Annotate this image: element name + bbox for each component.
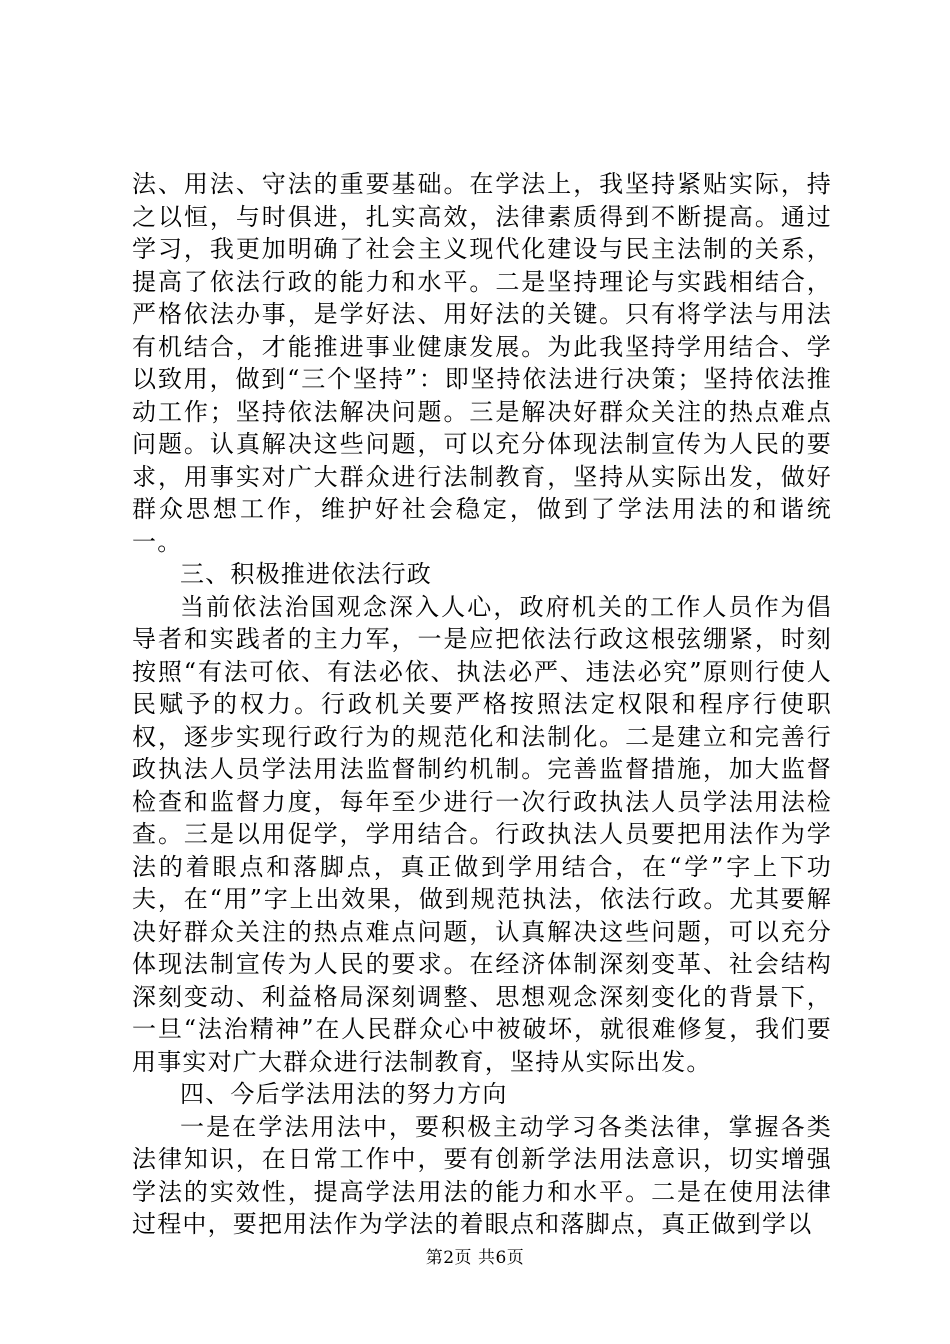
section-heading-4: 四、今后学法用法的努力方向: [180, 1080, 508, 1108]
section-heading-3: 三、积极推进依法行政: [180, 560, 432, 588]
paragraph-administration: 当前依法治国观念深入人心，政府机关的工作人员作为倡导者和实践者的主力军，一是应把依法行政这根弦绷紧，时刻按照“有法可依、有法必依、执法必严、违法必究”原则行使人民赋予的权力。行政机关要严格按照法定权限和程序行使职权，逐步实现行政行为的规范化和法制化。二是建立和完善行政执法人员学法用法监督制约机制。完善监督措施，加大监督检查和监督力度，每年至少进行一次行政执法人员学法用法检查。三是以用促学，学用结合。行政执法人员要把用法作为学法的着眼点和落脚点，真正做到学用结合，在“学”字上下功夫，在“用”字上出效果，做到规范执法，依法行政。尤其要解决好群众关注的热点难点问题，认真解决这些问题，可以充分体现法制宣传为人民的要求。在经济体制深刻变革、社会结构深刻变动、利益格局深刻调整、思想观念深刻变化的背景下，一旦“法治精神”在人民群众心中被破坏，就很难修复，我们要用事实对广大群众进行法制教育，坚持从实际出发。: [132, 592, 832, 1076]
page-number-footer: 第2页 共6页: [425, 1248, 525, 1268]
paragraph-future-direction: 一是在学法用法中，要积极主动学习各类法律，掌握各类法律知识，在日常工作中，要有创新学法用法意识，切实增强学法的实效性，提高学法用法的能力和水平。二是在使用法律过程中，要把用法作为学法的着眼点和落脚点，真正做到学以: [132, 1112, 832, 1238]
paragraph-continued: 法、用法、守法的重要基础。在学法上，我坚持紧贴实际，持之以恒，与时俱进，扎实高效，法律素质得到不断提高。通过学习，我更加明确了社会主义现代化建设与民主法制的关系，提高了依法行政的能力和水平。二是坚持理论与实践相结合，严格依法办事，是学好法、用好法的关键。只有将学法与用法有机结合，才能推进事业健康发展。为此我坚持学用结合、学以致用，做到“三个坚持”：即坚持依法进行决策；坚持依法推动工作；坚持依法解决问题。三是解决好群众关注的热点难点问题。认真解决这些问题，可以充分体现法制宣传为人民的要求，用事实对广大群众进行法制教育，坚持从实际出发，做好群众思想工作，维护好社会稳定，做到了学法用法的和谐统一。: [132, 170, 832, 556]
document-body: [132, 168, 832, 1241]
